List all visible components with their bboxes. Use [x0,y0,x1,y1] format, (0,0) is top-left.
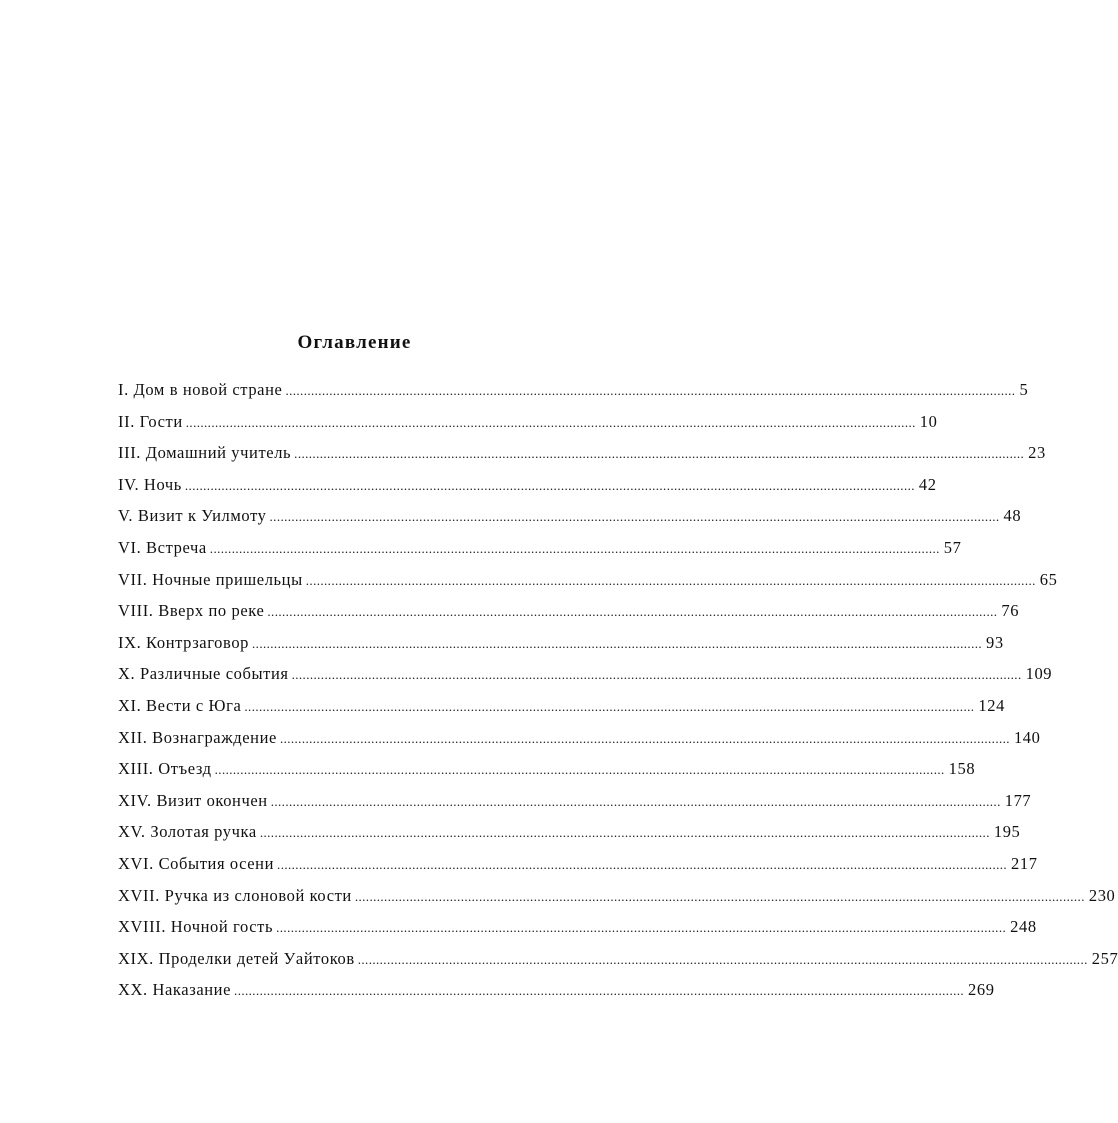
toc-entry-page: 48 [1003,506,1022,526]
dot-leader: ........................................................................................................................................................................................................ [294,446,1025,462]
toc-entry-page: 10 [919,411,938,431]
toc-entry-title: XIII. Отъезд [118,759,212,779]
toc-entry [118,885,1116,918]
toc-entry-page: 269 [968,980,995,1000]
toc-entry [118,601,1020,633]
toc-entry-page: 217 [1011,853,1038,873]
toc-entry [118,569,1058,602]
dot-leader: ........................................................................................................................................................................................................ [276,920,1007,936]
toc-entry-page: 23 [1028,443,1046,463]
toc-entry-page: 248 [1010,917,1037,937]
dot-leader: ........................................................................................................................................................................................................ [209,540,940,556]
toc-entry-page: 177 [1004,790,1032,810]
toc-entry-title: VIII. Вверх по реке [118,601,265,621]
toc-entry-page: 109 [1025,664,1053,684]
toc-entry-title: IX. Контрзаговор [118,632,250,652]
toc-entry [118,759,976,791]
page-title: Оглавление [297,332,412,353]
dot-leader: ........................................................................................................................................................................................................ [277,856,1008,872]
toc-entry [118,790,1032,823]
dot-leader: ........................................................................................................................................................................................................ [269,509,1000,525]
dot-leader: ........................................................................................................................................................................................................ [244,698,975,714]
toc-entry [118,980,995,1012]
toc-entry [118,506,1022,538]
toc-entry [118,537,962,570]
toc-entry [118,443,1046,475]
toc-entry [118,948,1118,981]
dot-leader: ........................................................................................................................................................................................................ [305,572,1036,588]
dot-leader: ........................................................................................................................................................................................................ [285,383,1016,398]
toc-entry-title: XII. Вознаграждение [118,727,277,747]
toc-entry-page: 158 [948,759,976,779]
toc-entry-page: 57 [943,537,962,557]
toc-entry-title: XI. Вести с Юга [118,695,242,715]
toc-entry-page: 230 [1088,885,1116,905]
dot-leader: ........................................................................................................................................................................................................ [267,604,998,620]
toc-entry-title: I. Дом в новой стране [118,380,283,399]
toc-entry-page: 124 [978,695,1005,715]
dot-leader: ........................................................................................................................................................................................................ [252,635,983,651]
dot-leader: ........................................................................................................................................................................................................ [279,730,1010,746]
toc-entry-title: XIX. Проделки детей Уайтоков [118,948,355,968]
dot-leader: ........................................................................................................................................................................................................ [270,793,1001,809]
toc-entry [118,474,937,507]
toc-entry-page: 76 [1001,601,1020,621]
toc-entry [118,917,1037,949]
toc-entry [118,822,1021,854]
toc-entry [118,727,1041,760]
toc-entry-title: XV. Золотая ручка [118,822,257,842]
dot-leader: ........................................................................................................................................................................................................ [214,762,945,778]
toc-entry [118,695,1005,728]
toc-entry-title: XX. Наказание [118,980,232,1000]
toc-entry [118,664,1053,696]
dot-leader: ........................................................................................................................................................................................................ [354,888,1085,904]
toc-entry-page: 42 [918,474,937,494]
toc-entry-title: XVIII. Ночной гость [118,917,274,937]
table-of-contents [118,380,1118,1012]
dot-leader: ........................................................................................................................................................................................................ [291,667,1022,683]
dot-leader: ........................................................................................................................................................................................................ [357,951,1088,967]
toc-entry-title: X. Различные события [118,664,289,684]
toc-entry-page: 93 [986,632,1004,652]
toc-entry-title: II. Гости [118,411,183,431]
toc-entry [118,380,1029,412]
toc-entry-page: 195 [993,822,1021,842]
dot-leader: ........................................................................................................................................................................................................ [234,983,965,999]
toc-entry-page: 5 [1019,380,1029,399]
toc-entry-title: IV. Ночь [118,474,182,494]
toc-entry-title: III. Домашний учитель [118,443,292,463]
toc-entry-title: VII. Ночные пришельцы [118,569,303,589]
toc-entry [118,411,938,444]
toc-entry-title: V. Визит к Уилмоту [118,506,267,526]
dot-leader: ........................................................................................................................................................................................................ [184,477,915,493]
toc-entry [118,632,1004,665]
dot-leader: ........................................................................................................................................................................................................ [259,825,990,841]
toc-entry-title: VI. Встреча [118,537,207,557]
toc-entry-page: 257 [1091,948,1118,968]
toc-entry-title: XVI. События осени [118,853,275,873]
toc-entry-title: XIV. Визит окончен [118,790,268,810]
toc-entry [118,853,1038,886]
toc-entry-title: XVII. Ручка из слоновой кости [118,885,352,905]
toc-entry-page: 140 [1013,727,1041,747]
toc-entry-page: 65 [1039,569,1058,589]
dot-leader: ........................................................................................................................................................................................................ [185,414,916,430]
